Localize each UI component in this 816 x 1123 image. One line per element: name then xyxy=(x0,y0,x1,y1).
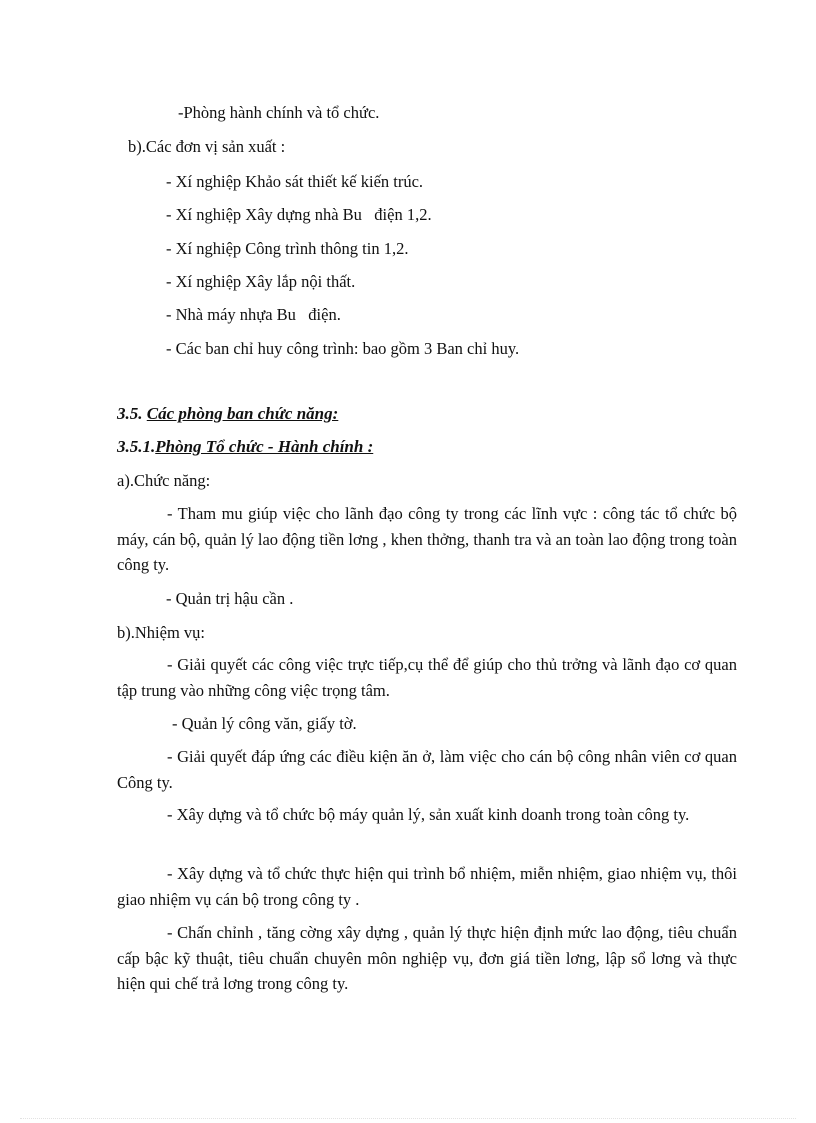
duty-paragraph: - Giải quyết các công việc trực tiếp,cụ thể để giúp cho thủ trởng và lãnh đạo cơ quan tập trung vào những công việc trọng tâm. xyxy=(117,655,737,700)
section-title: Phòng Tổ chức - Hành chính : xyxy=(155,437,374,456)
production-unit-item: - Xí nghiệp Khảo sát thiết kế kiến trúc. xyxy=(166,172,424,191)
duty-paragraph: - Xây dựng và tổ chức thực hiện qui trình bổ nhiệm, miễn nhiệm, giao nhiệm vụ, thôi giao nhiệm vụ cán bộ trong công ty . xyxy=(117,864,737,909)
production-units-label: b).Các đơn vị sản xuất : xyxy=(128,137,286,156)
section-number: 3.5.1. xyxy=(117,437,156,456)
section-3-5-heading xyxy=(117,403,338,425)
section-3-5-1-heading xyxy=(117,436,373,458)
section-number: 3.5. xyxy=(117,404,143,423)
production-unit-item: - Nhà máy nhựa Bu điện. xyxy=(166,305,341,324)
production-unit-item: - Các ban chỉ huy công trình: bao gồm 3 Ban chỉ huy. xyxy=(166,339,520,358)
function-paragraph: - Tham mu giúp việc cho lãnh đạo công ty trong các lĩnh vực : công tác tổ chức bộ máy, cán bộ, quản lý lao động tiền lơng , khen thởng, thanh tra và an toàn lao động trong toàn công ty. xyxy=(117,504,737,574)
duty-paragraph: - Giải quyết đáp ứng các điều kiện ăn ở, làm việc cho cán bộ công nhân viên cơ quan Công ty. xyxy=(117,747,737,792)
duty-paragraph: - Xây dựng và tổ chức bộ máy quản lý, sản xuất kinh doanh trong toàn công ty. xyxy=(167,805,690,824)
duty-item: - Quản lý công văn, giấy tờ. xyxy=(172,714,357,733)
duty-paragraph: - Chấn chỉnh , tăng cờng xây dựng , quản lý thực hiện định mức lao động, tiêu chuẩn cấp bậc kỹ thuật, tiêu chuẩn chuyên môn nghiệp vụ, đơn giá tiền lơng, lập sổ lơng và thực hiện qui chế trả lơng trong công ty. xyxy=(117,923,737,993)
dept-admin-item: -Phòng hành chính và tổ chức. xyxy=(178,103,380,122)
page-bottom-rule xyxy=(20,1118,796,1119)
production-unit-item: - Xí nghiệp Xây lắp nội thất. xyxy=(166,272,356,291)
function-item: - Quản trị hậu cần . xyxy=(166,589,294,608)
section-title: Các phòng ban chức năng: xyxy=(146,404,339,423)
production-unit-item: - Xí nghiệp Xây dựng nhà Bu điện 1,2. xyxy=(166,205,432,224)
duties-label: b).Nhiệm vụ: xyxy=(117,623,205,642)
production-unit-item: - Xí nghiệp Công trình thông tin 1,2. xyxy=(166,239,409,258)
functions-label: a).Chức năng: xyxy=(117,471,211,490)
